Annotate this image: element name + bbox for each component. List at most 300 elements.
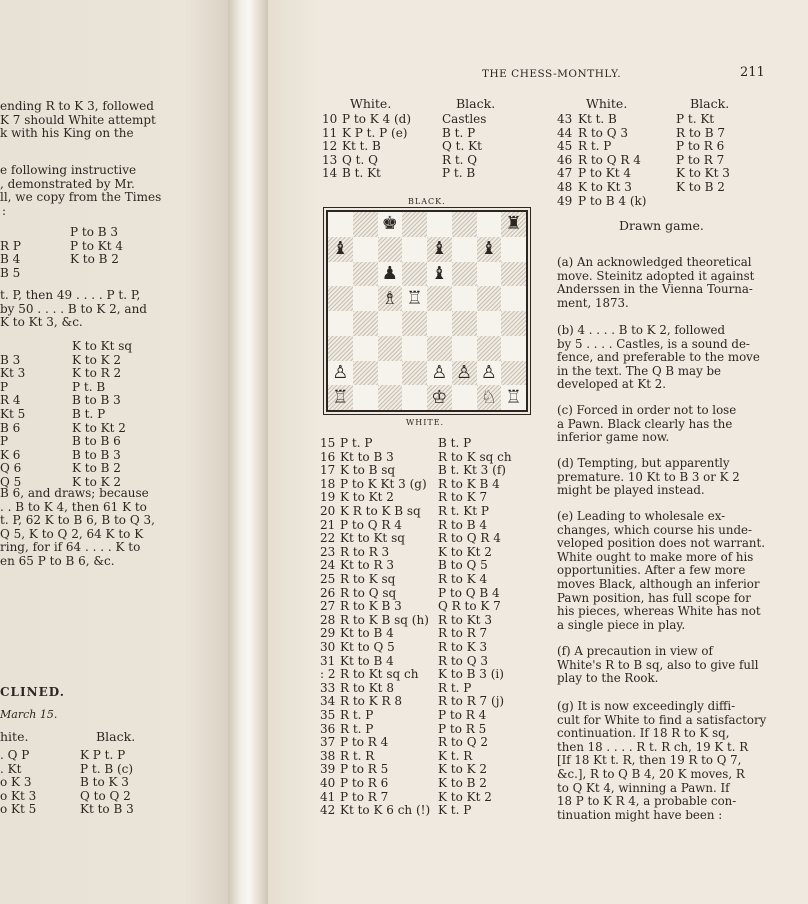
move-number: 25 xyxy=(320,572,336,586)
annotation-note-line: developed at Kt 2. xyxy=(557,377,666,392)
move-number: 18 xyxy=(320,476,336,491)
move-number: 49 xyxy=(557,193,573,208)
board-square xyxy=(353,311,378,336)
page-number: 211 xyxy=(740,65,765,80)
black-move: K to B 2 xyxy=(438,776,487,790)
board-square xyxy=(378,286,403,311)
white-move: R t. P xyxy=(578,139,612,154)
move-number: 40 xyxy=(320,776,336,790)
white-move: R to K R 8 xyxy=(340,694,402,709)
left-black-heading: Black. xyxy=(96,729,136,744)
black-move: B to Q 5 xyxy=(438,558,488,573)
black-move: R t. Q xyxy=(442,152,478,167)
white-move: Kt to Q 5 xyxy=(340,640,395,654)
left-white-move: o K 3 xyxy=(0,775,32,790)
black-move: R to K 3 xyxy=(438,640,488,654)
board-square xyxy=(378,336,403,361)
white-move: Kt to B 4 xyxy=(340,626,394,641)
left-black-move: K to K 2 xyxy=(72,475,122,489)
annotation-note-line: his pieces, whereas White has not xyxy=(557,604,761,619)
left-black-move: B t. P xyxy=(72,407,106,421)
left-black-move: K to Kt sq xyxy=(72,339,133,353)
black-move: K to B 3 (i) xyxy=(438,667,504,682)
left-black-move: P t. B xyxy=(72,379,106,394)
annotation-note-line: inferior game now. xyxy=(557,430,670,445)
move-number: 29 xyxy=(320,626,336,641)
move-number: 10 xyxy=(322,112,338,126)
annotation-note-line: a single piece in play. xyxy=(557,617,686,632)
move-number: 21 xyxy=(320,517,336,532)
board-square xyxy=(402,361,427,386)
move-number: 45 xyxy=(557,139,573,154)
black-column-heading: Black. xyxy=(456,96,496,111)
left-white-move: o Kt 5 xyxy=(0,802,37,817)
board-square xyxy=(378,385,403,410)
board-square xyxy=(353,361,378,386)
left-black-move: B to B 3 xyxy=(72,447,121,462)
black-move: K to B 2 xyxy=(676,180,725,194)
annotation-note-line: ment, 1873. xyxy=(557,295,629,310)
chess-piece-icon: ♚ xyxy=(381,213,398,235)
move-number: 22 xyxy=(320,531,336,546)
white-move: Kt t. B xyxy=(578,112,617,126)
left-black-move: P to Kt 4 xyxy=(70,238,123,253)
black-move: B t. Kt 3 (f) xyxy=(438,463,506,478)
board-square xyxy=(452,311,477,336)
left-text-line: K 7 should White attempt xyxy=(0,112,156,127)
move-number: 37 xyxy=(320,735,336,750)
black-move: B t. P xyxy=(442,125,476,140)
left-text-line: e following instructive xyxy=(0,163,137,177)
board-square xyxy=(501,361,526,386)
white-move: R to Kt 8 xyxy=(340,680,394,695)
black-move: R t. P xyxy=(438,680,472,695)
black-move: R to Kt 3 xyxy=(438,612,492,627)
move-number: 27 xyxy=(320,599,336,614)
white-move: R to Kt sq ch xyxy=(340,667,419,682)
move-number: 26 xyxy=(320,585,336,600)
white-move: P to Kt 4 xyxy=(578,166,631,181)
left-white-move: B 3 xyxy=(0,352,21,367)
move-number: 44 xyxy=(557,125,573,140)
left-black-move: B to B 3 xyxy=(72,393,121,408)
move-number: 24 xyxy=(320,558,336,573)
white-move: R to R 3 xyxy=(340,544,390,559)
move-number: 47 xyxy=(557,166,573,181)
white-column-heading-right: White. xyxy=(586,96,628,111)
white-move: R t. R xyxy=(340,748,375,763)
left-text-colon: : xyxy=(2,204,7,218)
white-move: K to Kt 3 xyxy=(578,180,632,194)
left-black-move: B to B 6 xyxy=(72,434,121,449)
move-number: 30 xyxy=(320,640,336,654)
chess-piece-icon: ♙ xyxy=(480,361,497,383)
move-number: 38 xyxy=(320,748,336,763)
chess-piece-icon: ♖ xyxy=(332,386,349,408)
left-white-move: . Kt xyxy=(0,761,22,776)
board-square xyxy=(378,361,403,386)
move-number: 41 xyxy=(320,789,336,804)
chess-piece-icon: ♙ xyxy=(431,361,448,383)
white-move: R to Q 3 xyxy=(578,125,628,140)
white-move: R to K B 3 xyxy=(340,599,402,614)
black-move: R to R 7 (j) xyxy=(438,694,505,709)
board-square xyxy=(378,237,403,262)
move-number: 31 xyxy=(320,653,336,668)
left-white-move: o Kt 3 xyxy=(0,788,37,803)
black-move: Castles xyxy=(442,112,487,126)
move-number: 15 xyxy=(320,436,336,450)
black-move: K to Kt 2 xyxy=(438,544,492,559)
left-black-move: K P t. P xyxy=(80,748,126,762)
annotation-note-line: by 5 . . . . Castles, is a sound de- xyxy=(557,336,750,351)
board-square xyxy=(477,286,502,311)
move-number: 43 xyxy=(557,112,573,126)
chess-piece-icon: ♖ xyxy=(505,386,522,408)
black-move: P to R 5 xyxy=(438,721,487,736)
annotation-note-line: White ought to make more of his xyxy=(557,549,754,564)
board-square xyxy=(378,311,403,336)
annotation-note-line: a Pawn. Black clearly has the xyxy=(557,416,733,431)
chess-piece-icon: ♖ xyxy=(406,287,423,309)
left-text-line: , demonstrated by Mr. xyxy=(0,176,135,191)
white-move: P to R 7 xyxy=(340,789,389,804)
black-move: R to B 7 xyxy=(676,125,725,140)
board-square xyxy=(353,212,378,237)
annotation-note-line: moves Black, although an inferior xyxy=(557,577,760,591)
move-number: 14 xyxy=(322,166,338,181)
left-black-move: P t. B (c) xyxy=(80,761,134,776)
white-move: P t. P xyxy=(340,436,373,450)
move-number: 13 xyxy=(322,152,338,167)
left-white-move: . Q P xyxy=(0,748,30,762)
board-square xyxy=(402,212,427,237)
annotation-note-line: (f) A precaution in view of xyxy=(557,644,713,658)
left-white-move: R 4 xyxy=(0,393,21,408)
annotation-note-line: then 18 . . . . R t. R ch, 19 K t. R xyxy=(557,739,749,754)
left-white-move: P xyxy=(0,379,9,394)
left-black-move: K to K 2 xyxy=(72,352,122,367)
left-text-line: K to Kt 3, &c. xyxy=(0,315,83,330)
move-number: 34 xyxy=(320,694,336,709)
black-move: P t. Kt xyxy=(676,112,715,126)
annotation-note-line: fence, and preferable to the move xyxy=(557,350,760,365)
white-move: R t. P xyxy=(340,721,374,736)
black-move: P to R 6 xyxy=(676,139,725,154)
board-square xyxy=(378,262,403,287)
left-black-move: K to B 2 xyxy=(70,252,119,267)
white-move: R to K sq xyxy=(340,572,396,586)
black-move: R to K 7 xyxy=(438,490,488,505)
left-white-move: Kt 5 xyxy=(0,407,26,421)
annotation-note-line: veloped position does not warrant. xyxy=(557,536,765,551)
board-square xyxy=(328,385,353,410)
white-move: K P t. P (e) xyxy=(342,125,408,140)
board-square xyxy=(452,262,477,287)
move-number: 42 xyxy=(320,803,336,818)
board-square xyxy=(477,237,502,262)
left-white-move: K 6 xyxy=(0,447,21,462)
board-square xyxy=(477,361,502,386)
black-move: R to Q 2 xyxy=(438,735,488,750)
white-move: P to K Kt 3 (g) xyxy=(340,476,427,491)
move-number: 35 xyxy=(320,708,336,722)
board-square xyxy=(353,262,378,287)
chess-diagram xyxy=(326,210,528,412)
black-move: K to Kt 2 xyxy=(438,789,492,804)
black-move: P to R 4 xyxy=(438,708,487,722)
board-square xyxy=(353,385,378,410)
left-white-heading: hite. xyxy=(0,729,29,744)
board-square xyxy=(402,237,427,262)
chess-piece-icon: ♗ xyxy=(381,287,398,309)
annotation-note-line: premature. 10 Kt to B 3 or K 2 xyxy=(557,469,740,484)
running-header-title: THE CHESS-MONTHLY. xyxy=(482,68,622,80)
chess-piece-icon: ♝ xyxy=(431,238,448,260)
board-square xyxy=(353,336,378,361)
board-square xyxy=(427,361,452,386)
board-square xyxy=(402,262,427,287)
move-number: 12 xyxy=(322,139,338,154)
black-move: R to K B 4 xyxy=(438,476,500,491)
annotation-note-line: might be played instead. xyxy=(557,483,705,498)
board-square xyxy=(402,336,427,361)
board-square xyxy=(501,286,526,311)
black-move: K to Kt 3 xyxy=(676,166,730,181)
board-square xyxy=(427,286,452,311)
board-square xyxy=(328,311,353,336)
left-text-line: ll, we copy from the Times xyxy=(0,190,162,205)
annotation-note-line: changes, which course his unde- xyxy=(557,522,752,537)
board-square xyxy=(328,237,353,262)
white-move: B t. Kt xyxy=(342,166,381,181)
chess-piece-icon: ♟ xyxy=(381,262,398,284)
left-white-move: R P xyxy=(0,238,21,253)
board-square xyxy=(402,311,427,336)
left-text-line: en 65 P to B 6, &c. xyxy=(0,554,115,568)
left-black-move: K to R 2 xyxy=(72,366,122,381)
black-move: B t. P xyxy=(438,436,472,450)
white-move: P to R 4 xyxy=(340,735,389,750)
board-square xyxy=(452,286,477,311)
white-move: Kt to Kt sq xyxy=(340,531,405,546)
annotation-note-line: Anderssen in the Vienna Tourna- xyxy=(557,282,753,297)
white-move: P to K 4 (d) xyxy=(342,112,412,126)
annotation-note-line: (c) Forced in order not to lose xyxy=(557,403,737,417)
annotation-note-line: (d) Tempting, but apparently xyxy=(557,456,730,470)
left-black-move: B to K 3 xyxy=(80,775,129,790)
move-number: 28 xyxy=(320,612,336,627)
board-square xyxy=(427,212,452,237)
move-number: 17 xyxy=(320,463,336,478)
white-move: K R to K B sq xyxy=(340,504,421,518)
board-square xyxy=(328,286,353,311)
white-move: P to B 4 (k) xyxy=(578,193,647,208)
move-number: 19 xyxy=(320,490,336,505)
left-text-line: by 50 . . . . B to K 2, and xyxy=(0,301,147,316)
white-move: Kt t. B xyxy=(342,139,381,154)
black-move: Q t. Kt xyxy=(442,139,482,154)
board-square xyxy=(427,237,452,262)
move-number: 48 xyxy=(557,180,573,194)
board-square xyxy=(402,385,427,410)
annotation-note-line: White's R to B sq, also to give full xyxy=(557,657,759,672)
left-text-line: ending R to K 3, followed xyxy=(0,99,154,113)
board-square xyxy=(328,361,353,386)
chess-piece-icon: ♘ xyxy=(480,386,497,408)
annotation-note-line: Pawn position, has full scope for xyxy=(557,590,751,605)
chess-piece-icon: ♙ xyxy=(332,361,349,383)
white-move: R to Q R 4 xyxy=(578,152,641,167)
chess-piece-icon: ♝ xyxy=(480,238,497,260)
white-move: Kt to B 4 xyxy=(340,653,394,668)
left-white-move: B 4 xyxy=(0,252,21,267)
board-square xyxy=(501,311,526,336)
left-black-move: P to B 3 xyxy=(70,225,119,239)
black-move: Q R to K 7 xyxy=(438,599,501,614)
board-square xyxy=(501,385,526,410)
move-number: 36 xyxy=(320,721,336,736)
left-black-move: K to B 2 xyxy=(72,461,121,476)
white-move: Kt to B 3 xyxy=(340,449,394,464)
annotation-note-line: opportunities. After a few more xyxy=(557,563,746,578)
board-square xyxy=(477,311,502,336)
white-move: R to Q sq xyxy=(340,585,397,600)
chess-piece-icon: ♜ xyxy=(505,213,522,235)
white-move: Q t. Q xyxy=(342,152,378,167)
book-gutter xyxy=(228,0,270,904)
board-square xyxy=(378,212,403,237)
board-square xyxy=(452,361,477,386)
black-move: K to K 2 xyxy=(438,762,488,777)
left-date: March 15. xyxy=(0,708,58,721)
annotation-note-line: &c.], R to Q B 4, 20 K moves, R xyxy=(557,767,745,781)
board-square xyxy=(501,336,526,361)
move-number: 33 xyxy=(320,680,336,695)
annotation-note-line: to Q Kt 4, winning a Pawn. If xyxy=(557,780,730,795)
board-square xyxy=(427,385,452,410)
board-square xyxy=(477,336,502,361)
board-square xyxy=(477,385,502,410)
white-move: K to B sq xyxy=(340,463,396,478)
white-move: P to R 5 xyxy=(340,762,389,777)
left-text-line: k with his King on the xyxy=(0,126,134,141)
black-move: K t. P xyxy=(438,803,472,818)
annotation-note-line: continuation. If 18 R to K sq, xyxy=(557,726,730,741)
chess-piece-icon: ♝ xyxy=(431,262,448,284)
black-move: R to Q R 4 xyxy=(438,531,501,546)
black-move: R to B 4 xyxy=(438,517,487,532)
move-number: 11 xyxy=(322,125,338,140)
white-move: P to R 6 xyxy=(340,776,389,790)
left-white-move: P xyxy=(0,434,9,449)
annotation-note-line: play to the Rook. xyxy=(557,671,659,686)
left-text-line: t. P, 62 K to B 6, B to Q 3, xyxy=(0,513,155,528)
white-move: R t. P xyxy=(340,708,374,722)
left-white-move: Q 6 xyxy=(0,461,22,476)
left-white-move: B 6 xyxy=(0,420,21,435)
annotation-note-line: 18 P to K R 4, a probable con- xyxy=(557,794,737,809)
board-square xyxy=(328,336,353,361)
left-white-move: Q 5 xyxy=(0,475,22,489)
left-text-line: ring, for if 64 . . . . K to xyxy=(0,540,141,555)
board-square xyxy=(501,262,526,287)
board-square xyxy=(427,311,452,336)
board-square xyxy=(501,237,526,262)
board-label-black: BLACK. xyxy=(408,197,446,206)
board-square xyxy=(328,262,353,287)
chess-piece-icon: ♝ xyxy=(332,238,349,260)
move-number: 16 xyxy=(320,449,336,464)
board-square xyxy=(328,212,353,237)
black-move: K t. R xyxy=(438,748,473,763)
board-square xyxy=(452,212,477,237)
board-square xyxy=(452,336,477,361)
board-square xyxy=(353,237,378,262)
white-column-heading: White. xyxy=(350,96,392,111)
black-move: R to Q 3 xyxy=(438,653,488,668)
white-move: P to Q R 4 xyxy=(340,517,402,532)
move-number: 23 xyxy=(320,544,336,559)
board-label-white: WHITE. xyxy=(406,418,445,427)
left-white-move: B 5 xyxy=(0,265,21,280)
annotation-note-line: move. Steinitz adopted it against xyxy=(557,268,755,283)
black-move: P to R 7 xyxy=(676,152,725,167)
left-text-line: Q 5, K to Q 2, 64 K to K xyxy=(0,526,144,541)
move-number: 46 xyxy=(557,152,573,167)
board-square xyxy=(353,286,378,311)
move-number: : 2 xyxy=(320,667,336,682)
black-move: R t. Kt P xyxy=(438,504,489,518)
board-square xyxy=(452,385,477,410)
left-text-line: B 6, and draws; because xyxy=(0,486,149,500)
black-move: R to K 4 xyxy=(438,572,488,586)
black-move: R to R 7 xyxy=(438,626,488,641)
board-square xyxy=(402,286,427,311)
board-square xyxy=(501,212,526,237)
annotation-note-line: (e) Leading to wholesale ex- xyxy=(557,509,726,523)
white-move: R to K B sq (h) xyxy=(340,612,429,627)
board-square xyxy=(452,237,477,262)
left-section-title: CLINED. xyxy=(0,685,65,699)
annotation-note-line: [If 18 Kt t. R, then 19 R to Q 7, xyxy=(557,753,742,768)
board-square xyxy=(427,336,452,361)
annotation-note-line: (b) 4 . . . . B to K 2, followed xyxy=(557,323,726,337)
annotation-note-line: (a) An acknowledged theoretical xyxy=(557,255,752,269)
annotation-note-line: tinuation might have been : xyxy=(557,807,723,822)
left-text-line: . . B to K 4, then 61 K to xyxy=(0,499,147,514)
move-number: 20 xyxy=(320,504,336,518)
left-white-move: Kt 3 xyxy=(0,366,26,381)
chess-piece-icon: ♙ xyxy=(456,361,473,383)
black-move: P t. B xyxy=(442,166,476,181)
left-black-move: Kt to B 3 xyxy=(80,802,134,817)
chess-piece-icon: ♔ xyxy=(431,386,448,408)
annotation-note-line: in the text. The Q B may be xyxy=(557,363,722,378)
black-column-heading-right: Black. xyxy=(690,96,730,111)
board-square xyxy=(477,212,502,237)
board-square xyxy=(427,262,452,287)
black-move: P to Q B 4 xyxy=(438,585,500,600)
board-square xyxy=(477,262,502,287)
left-black-move: Q to Q 2 xyxy=(80,788,131,803)
white-move: Kt to K 6 ch (!) xyxy=(340,803,431,818)
annotation-note-line: (g) It is now exceedingly diffi- xyxy=(557,699,736,713)
game-result: Drawn game. xyxy=(619,218,704,233)
annotation-note-line: cult for White to find a satisfactory xyxy=(557,712,767,727)
left-text-line: t. P, then 49 . . . . P t. P, xyxy=(0,288,141,302)
move-number: 39 xyxy=(320,762,336,777)
